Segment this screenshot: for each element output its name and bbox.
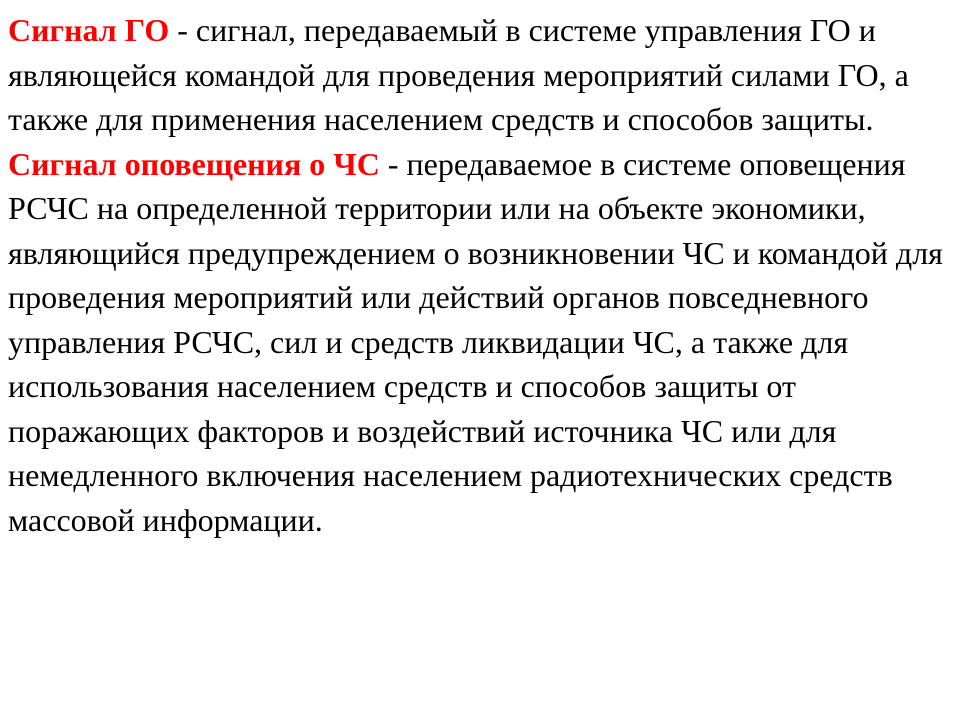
definition-emergency-alert-signal-text: - передаваемое в системе оповещения РСЧС на определенной территории или на объекте экономики, являющийся предупреждением о возникновении ЧС и командой для проведения мероприятий или действий органов повседневного управления РСЧС, сил и средств ликвидации ЧС, а также для использования населением средств и способов защиты от поражающих факторов и воздействий источника ЧС или для немедленного включения населением радиотехнических средств массовой информации.	[8, 145, 943, 538]
term-emergency-alert-signal: Сигнал оповещения о ЧС	[8, 145, 380, 182]
slide-content	[8, 8, 952, 542]
definition-emergency-alert-signal	[8, 142, 952, 543]
definition-go-signal	[8, 8, 952, 142]
term-go-signal: Сигнал ГО	[8, 12, 170, 48]
definition-go-signal-text: - сигнал, передаваемый в системе управления ГО и являющейся командой для проведения мероприятий силами ГО, а также для применения населением средств и способов защиты.	[8, 12, 909, 137]
